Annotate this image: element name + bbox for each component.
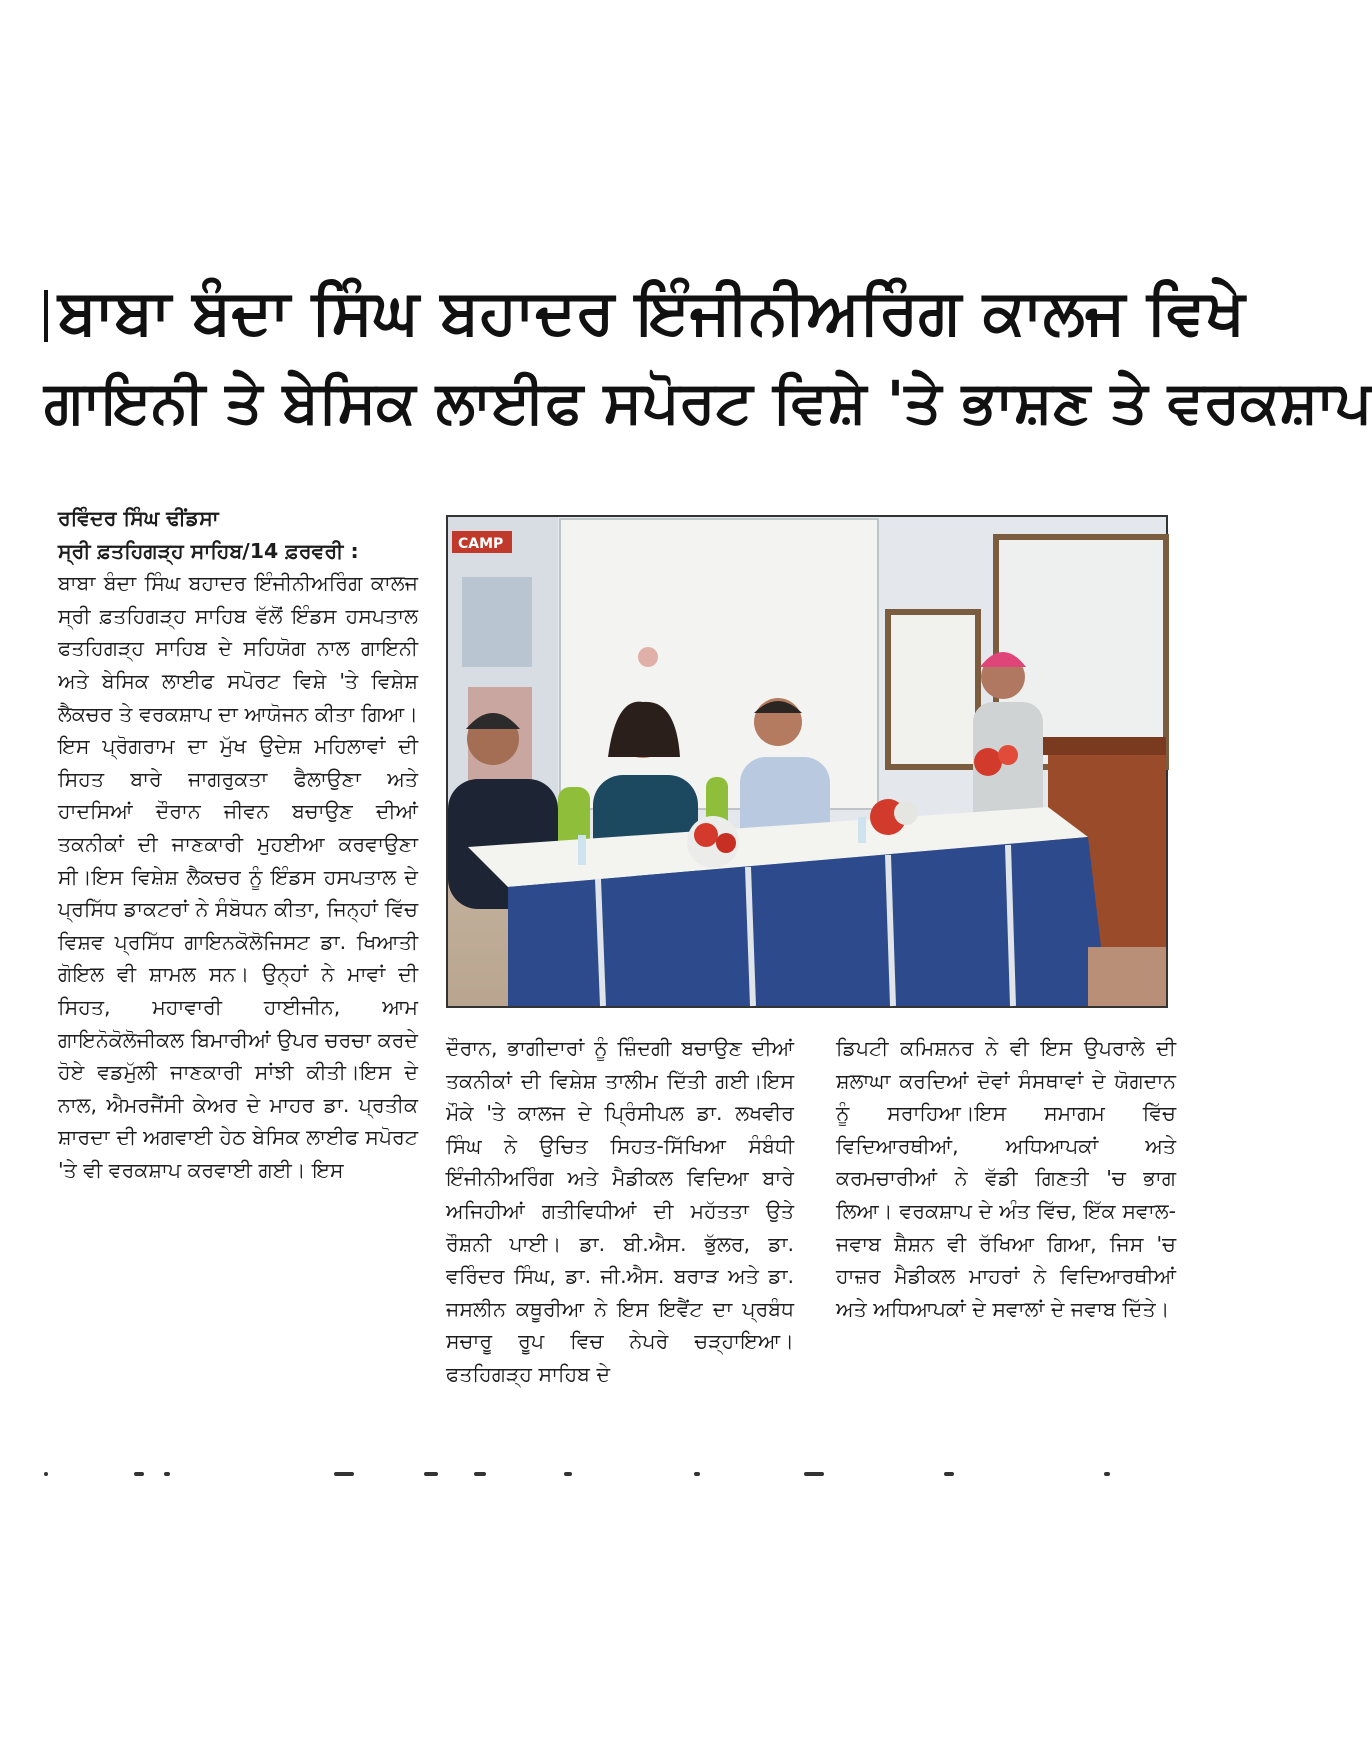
column-1-text: ਬਾਬਾ ਬੰਦਾ ਸਿੰਘ ਬਹਾਦਰ ਇੰਜੀਨੀਅਰਿੰਗ ਕਾਲਜ ਸ੍ਰੀ ਫ਼ਤਹਿਗੜ੍ਹ ਸਾਹਿਬ ਵੱਲੋਂ ਇੰਡਸ ਹਸਪਤਾਲ ਫਤਹਿਗੜ੍ਹ ਸਾਹਿਬ ਦੇ ਸਹਿਯੋਗ ਨਾਲ ਗਾਇਨੀ ਅਤੇ ਬੇਸਿਕ ਲਾਈਫ ਸਪੋਰਟ ਵਿਸ਼ੇ 'ਤੇ ਵਿਸ਼ੇਸ਼ ਲੈਕਚਰ ਤੇ ਵਰਕਸ਼ਾਪ ਦਾ ਆਯੋਜਨ ਕੀਤਾ ਗਿਆ। ਇਸ ਪ੍ਰੋਗਰਾਮ ਦਾ ਮੁੱਖ ਉਦੇਸ਼ ਮਹਿਲਾਵਾਂ ਦੀ ਸਿਹਤ ਬਾਰੇ ਜਾਗਰੁਕਤਾ ਫੈਲਾਉਣਾ ਅਤੇ ਹਾਦਸਿਆਂ ਦੌਰਾਨ ਜੀਵਨ ਬਚਾਉਣ ਦੀਆਂ ਤਕਨੀਕਾਂ ਦੀ ਜਾਣਕਾਰੀ ਮੁਹਈਆ ਕਰਵਾਉਣਾ ਸੀ।ਇਸ ਵਿਸ਼ੇਸ਼ ਲੈਕਚਰ ਨੂੰ ਇੰਡਸ ਹਸਪਤਾਲ ਦੇ ਪ੍ਰਸਿੱਧ ਡਾਕਟਰਾਂ ਨੇ ਸੰਬੋਧਨ ਕੀਤਾ, ਜਿਨ੍ਹਾਂ ਵਿੱਚ ਵਿਸ਼ਵ ਪ੍ਰਸਿੱਧ ਗਾਇਨਕੋਲੋਜਿਸਟ ਡਾ. ਖਿਆਤੀ ਗੋਇਲ ਵੀ ਸ਼ਾਮਲ ਸਨ। ਉਨ੍ਹਾਂ ਨੇ ਮਾਵਾਂ ਦੀ ਸਿਹਤ, ਮਹਾਵਾਰੀ ਹਾਈਜੀਨ, ਆਮ ਗਾਇਨੋਕੋਲੋਜੀਕਲ ਬਿਮਾਰੀਆਂ ਉਪਰ ਚਰਚਾ ਕਰਦੇ ਹੋਏ ਵਡਮੁੱਲੀ ਜਾਣਕਾਰੀ ਸਾਂਝੀ ਕੀਤੀ।ਇਸ ਦੇ ਨਾਲ, ਐਮਰਜੈਂਸੀ ਕੇਅਰ ਦੇ ਮਾਹਰ ਡਾ. ਪ੍ਰਤੀਕ ਸ਼ਾਰਦਾ ਦੀ ਅਗਵਾਈ ਹੇਠ ਬੇਸਿਕ ਲਾਈਫ ਸਪੋਰਟ 'ਤੇ ਵੀ ਵਰਕਸ਼ਾਪ ਕਰਵਾਈ ਗਈ। ਇਸ xyxy=(58,571,418,1182)
event-photo xyxy=(446,515,1168,1008)
author-byline: ਰਵਿੰਦਰ ਸਿੰਘ ਢੀਂਡਸਾ xyxy=(58,506,219,530)
column-3-text: ਡਿਪਟੀ ਕਮਿਸ਼ਨਰ ਨੇ ਵੀ ਇਸ ਉਪਰਾਲੇ ਦੀ ਸ਼ਲਾਘਾ ਕਰਦਿਆਂ ਦੋਵਾਂ ਸੰਸਥਾਵਾਂ ਦੇ ਯੋਗਦਾਨ ਨੂੰ ਸਰਾਹਿਆ।ਇਸ ਸਮਾਗਮ ਵਿੱਚ ਵਿਦਿਆਰਥੀਆਂ, ਅਧਿਆਪਕਾਂ ਅਤੇ ਕਰਮਚਾਰੀਆਂ ਨੇ ਵੱਡੀ ਗਿਣਤੀ 'ਚ ਭਾਗ ਲਿਆ। ਵਰਕਸ਼ਾਪ ਦੇ ਅੰਤ ਵਿੱਚ, ਇੱਕ ਸਵਾਲ-ਜਵਾਬ ਸ਼ੈਸ਼ਨ ਵੀ ਰੱਖਿਆ ਗਿਆ, ਜਿਸ 'ਚ ਹਾਜ਼ਰ ਮੈਡੀਕਲ ਮਾਹਰਾਂ ਨੇ ਵਿਦਿਆਰਥੀਆਂ ਅਤੇ ਅਧਿਆਪਕਾਂ ਦੇ ਸਵਾਲਾਂ ਦੇ ਜਵਾਬ ਦਿੱਤੇ। xyxy=(836,1036,1176,1321)
camp-banner-text: CAMP xyxy=(458,536,504,552)
article-column-3 xyxy=(836,1032,1176,1325)
event-photo-illustration xyxy=(448,517,1166,1006)
dateline: ਸ੍ਰੀ ਫ਼ਤਹਿਗੜ੍ਹ ਸਾਹਿਬ/14 ਫ਼ਰਵਰੀ : xyxy=(58,538,359,563)
headline-line-2: ਗਾਇਨੀ ਤੇ ਬੇਸਿਕ ਲਾਈਫ ਸਪੋਰਟ ਵਿਸ਼ੇ 'ਤੇ ਭਾਸ਼ਣ ਤੇ ਵਰਕਸ਼ਾਪ xyxy=(44,368,1372,436)
article-column-2 xyxy=(446,1032,794,1391)
column-2-text: ਦੌਰਾਨ, ਭਾਗੀਦਾਰਾਂ ਨੂੰ ਜ਼ਿੰਦਗੀ ਬਚਾਉਣ ਦੀਆਂ ਤਕਨੀਕਾਂ ਦੀ ਵਿਸ਼ੇਸ਼ ਤਾਲੀਮ ਦਿੱਤੀ ਗਈ।ਇਸ ਮੌਕੇ 'ਤੇ ਕਾਲਜ ਦੇ ਪ੍ਰਿੰਸੀਪਲ ਡਾ. ਲਖਵੀਰ ਸਿੰਘ ਨੇ ਉਚਿਤ ਸਿਹਤ-ਸਿੱਖਿਆ ਸੰਬੰਧੀ ਇੰਜੀਨੀਅਰਿੰਗ ਅਤੇ ਮੈਡੀਕਲ ਵਿਦਿਆ ਬਾਰੇ ਅਜਿਹੀਆਂ ਗਤੀਵਿਧੀਆਂ ਦੀ ਮਹੱਤਤਾ ਉਤੇ ਰੌਸ਼ਨੀ ਪਾਈ। ਡਾ. ਬੀ.ਐਸ. ਭੁੱਲਰ, ਡਾ. ਵਰਿੰਦਰ ਸਿੰਘ, ਡਾ. ਜੀ.ਐਸ. ਬਰਾੜ ਅਤੇ ਡਾ. ਜਸਲੀਨ ਕਥੂਰੀਆ ਨੇ ਇਸ ਇਵੈਂਟ ਦਾ ਪ੍ਰਬੰਧ ਸਚਾਰੂ ਰੂਪ ਵਿਚ ਨੇਪਰੇ ਚੜ੍ਹਾਇਆ। ਫਤਹਿਗੜ੍ਹ ਸਾਹਿਬ ਦੇ xyxy=(446,1036,794,1386)
article-column-1 xyxy=(58,502,418,1186)
newspaper-clipping xyxy=(44,262,1372,1482)
headline-line-1: ਬਾਬਾ ਬੰਦਾ ਸਿੰਘ ਬਹਾਦਰ ਇੰਜੀਨੀਅਰਿੰਗ ਕਾਲਜ ਵਿਖੇ xyxy=(44,272,1172,352)
bottom-cut-edge xyxy=(44,1472,1172,1480)
